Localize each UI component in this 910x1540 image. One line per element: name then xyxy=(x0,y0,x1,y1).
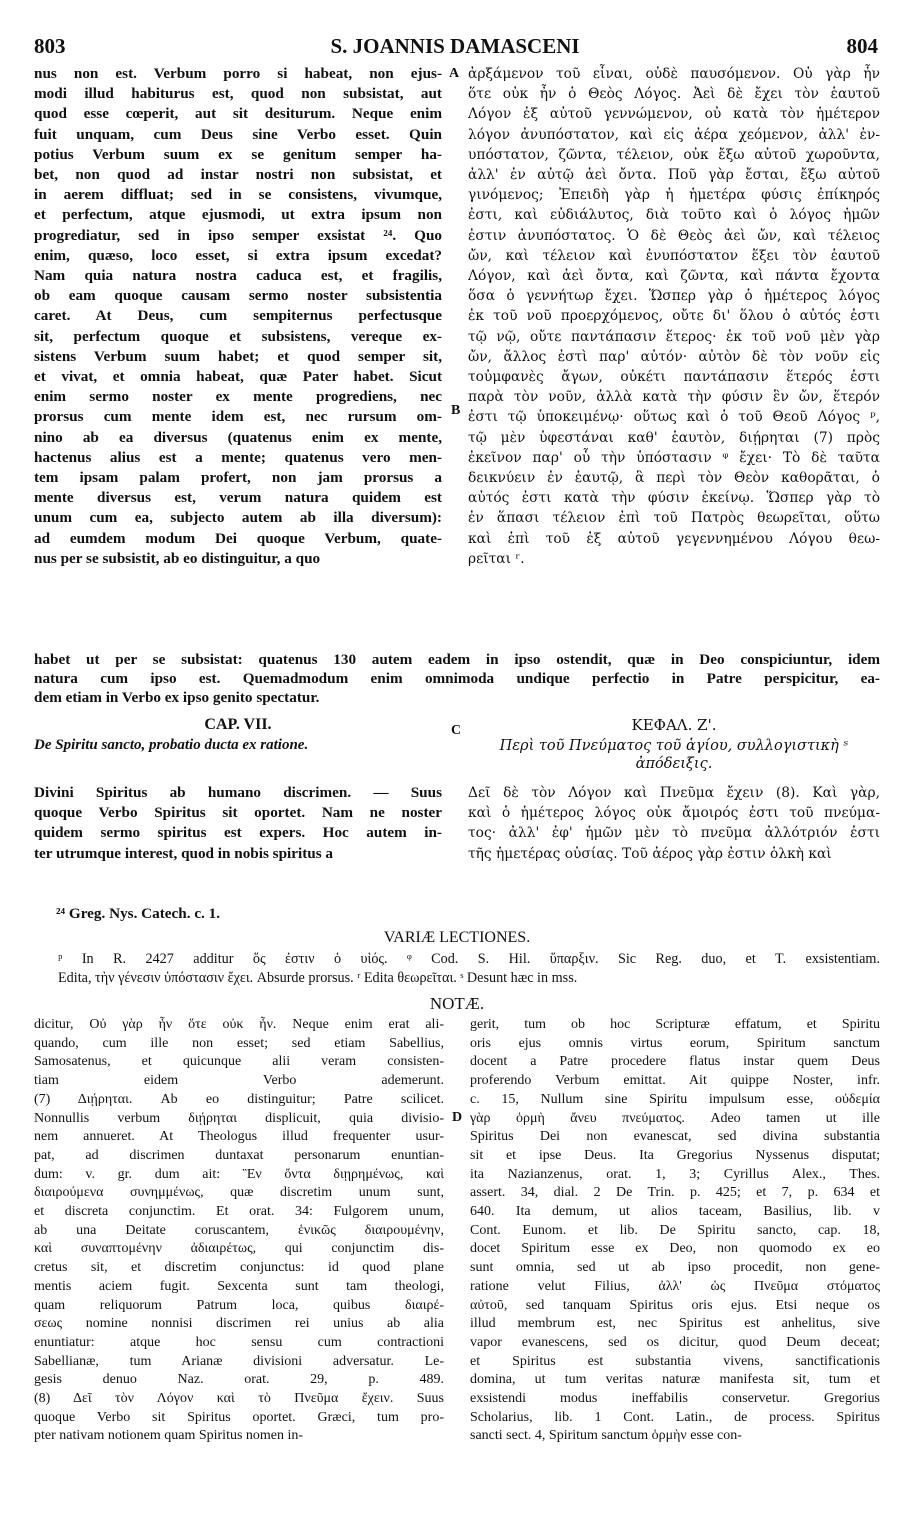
greek-text-line: ἐν ἅπασι τέλειον ἐπὶ τοῦ Πατρὸς θεωρεῖται, οὕτω xyxy=(468,510,880,527)
latin-text-line: tem ipsam palam profert, non jam prorsus a xyxy=(34,469,442,487)
notae-line-right: proferendo Verbum emittat. Ait quippe Noster, infr. xyxy=(470,1073,880,1089)
greek-chapter-line: Δεῖ δὲ τὸν Λόγον καὶ Πνεῦμα ἔχειν (8). Καὶ γὰρ, xyxy=(468,785,880,801)
notae-line-right: assert. 34, dial. 2 De Trin. p. 425; et 7, p. 634 et xyxy=(470,1185,880,1201)
latin-chapter-line: Divini Spiritus ab humano discrimen. — Suus xyxy=(34,784,442,801)
latin-text-line: sistens Verbum suum habet; et quod semper sit, xyxy=(34,347,442,365)
notae-line-right: Scholarius, lib. 1 Cont. Latin., de process. Spiritus xyxy=(470,1409,880,1425)
greek-text-line: καὶ ἐπὶ τοῦ ἐξ αὐτοῦ γεγεννημένου Λόγου θεω- xyxy=(468,530,880,547)
notae-line-left: et discreta conjunctim. Et orat. 34: Fulgorem unum, xyxy=(34,1204,444,1220)
notae-line-right: gerit, tum ob hoc Scripturæ effatum, et Spiritu xyxy=(470,1017,880,1032)
notae-line-left: σεως nomine nonnisi discrimen rei unius ab alia xyxy=(34,1316,444,1332)
notae-line-left: tiam eidem Verbo ademerunt. xyxy=(34,1073,444,1089)
greek-chapter-line: τῆς ἡμετέρας οὐσίας. Τοῦ ἀέρος γὰρ ἐστιν ὁλκὴ καὶ xyxy=(468,845,832,862)
notae-line-left: ab una Deitate coruscantem, ἑνικῶς διαιρουμένην, xyxy=(34,1222,444,1238)
latin-text-line: modi illud habiturus est, quod non subsistat, aut xyxy=(34,85,442,103)
page-number-right: 804 xyxy=(846,34,878,58)
chapter-heading-greek: ΚΕΦΑΛ. Ζ'. xyxy=(631,716,717,734)
latin-column-top xyxy=(34,64,442,569)
greek-text-line: ὤν, καὶ τέλειον καὶ ἐνυπόστατον ἕξει τὸν ἑαυτοῦ xyxy=(468,247,880,264)
full-width-text-line: habet ut per se subsistat: quatenus 130 autem eadem in ipso ostendit, quæ in Deo conspiciuntur, idem xyxy=(34,651,880,668)
margin-letter-d: D xyxy=(452,1110,463,1125)
latin-text-line: ob eam quoque causam sermo noster subsistentia xyxy=(34,287,442,305)
greek-text-line: ἀρξάμενον τοῦ εἶναι, οὐδὲ παυσόμενον. Οὐ γὰρ ἦν xyxy=(468,66,880,82)
greek-text-line: ἐστι τῷ ὑποκειμένῳ· οὕτως καὶ ὁ τοῦ Θεοῦ Λόγος ᵖ, xyxy=(468,409,880,426)
page-number-left: 803 xyxy=(34,34,66,58)
greek-text-line: λόγον ἀνυπόστατον, καὶ εἰς ἀέρα χεόμενον, ἀλλ' ἐν- xyxy=(468,126,880,143)
latin-text-line: unum cum ea, subjecto autem ab illa diversum): xyxy=(34,509,442,527)
margin-letter-a: A xyxy=(449,66,460,81)
latin-text-line: nino ab ea diversus (quatenus enim ex mente, xyxy=(34,428,442,446)
notae-line-right: sunt omnia, sed ut ab ipso procedit, non gene- xyxy=(470,1260,880,1276)
greek-text-line: τοὐμφανὲς ἄγων, οὐκέτι παντάπασιν ἕτερός ἐστι xyxy=(468,369,880,386)
latin-chapter-line: ter utrumque interest, quod in nobis spiritus a xyxy=(34,844,334,862)
greek-column-top xyxy=(468,64,880,569)
latin-text-line: enim sermo noster ex mente progrediens, nec xyxy=(34,388,442,406)
greek-text-line: αὐτός ἐστι κατὰ τὴν φύσιν ἐκείνῳ. Ὥσπερ γὰρ τὸ xyxy=(468,490,880,507)
latin-chapter-line: quoque Verbo Spiritus sit oportet. Nam ne noster xyxy=(34,804,442,822)
chapter-text-greek xyxy=(468,783,880,864)
latin-text-line: fuit unquam, cum Deus sine Verbo esset. Quin xyxy=(34,125,442,143)
notae-line-right: domina, ut tum veritas naturæ manifesta sit, tum et xyxy=(470,1372,880,1388)
notae-line-right: exsistendi modus ineffabilis conservetur. Gregorius xyxy=(470,1391,880,1407)
chapter-title-latin xyxy=(34,737,442,754)
greek-text-line: ἐστιν ἀνυπόστατος. Ὁ δὲ Θεὸς ἀεὶ ὤν, καὶ τέλειος xyxy=(468,227,880,244)
notae-line-left: quam reliquorum Patrum loca, quibus διαιρέ- xyxy=(34,1297,444,1313)
notae-heading: NOTÆ. xyxy=(429,994,485,1013)
notae-column-left xyxy=(34,1016,444,1446)
greek-text-line: ὅτε οὐκ ἦν ὁ Θεὸς Λόγος. Ἀεὶ δὲ ἔχει τὸν ἑαυτοῦ xyxy=(468,86,880,103)
greek-text-line: ἐστι, καὶ εὐδιάλυτος, διὰ τοῦτο καὶ ὁ λόγος ἡμῶν xyxy=(468,207,880,224)
notae-line-right: illud membrum est, nec Spiritus est anhelitus, sive xyxy=(470,1316,880,1332)
notae-line-left: Nonnullis verbum διῄρηται displicuit, quia divisio- xyxy=(34,1110,444,1126)
latin-chapter-line: quidem sermo spiritus est expers. Hoc autem in- xyxy=(34,824,442,842)
greek-text-line: Λόγον ἐξ αὐτοῦ γεννώμενον, οὐ κατὰ τὸν ἡμέτερον xyxy=(468,106,880,123)
footnote: ²⁴ Greg. Nys. Catech. c. 1. xyxy=(56,905,221,922)
greek-text-line: ἀλλ' ἐν αὐτῷ ἀεὶ ὄντα. Ποῦ γὰρ ἔσται, ἔξω αὐτοῦ xyxy=(468,167,880,184)
notae-line-left: mentis aciem fugit. Sexcenta sunt tam theologi, xyxy=(34,1278,444,1294)
notae-line-right: docet Spiritum esse ex Deo, non quomodo ex eo xyxy=(470,1241,880,1257)
greek-text-line: ὤν, ἄλλος ἐστὶ παρ' αὐτόν· αὐτὸν δὲ τὸν νοῦν εἰς xyxy=(468,348,880,365)
notae-line-right: docent a Patre procedere flatus instar quem Deus xyxy=(470,1054,880,1070)
chapter-text-latin xyxy=(34,783,442,864)
greek-text-line: ἐκ τοῦ νοῦ προερχόμενος, οὔτε δι' ὅλου ὁ αὐτός ἐστι xyxy=(468,308,880,325)
notae-line-right: sancti sect. 4, Spiritum sanctum ὁρμὴν esse con- xyxy=(470,1428,742,1444)
latin-text-line: bet, non quod ad instar nostri non subsistat, et xyxy=(34,166,442,184)
notae-line-left: enuntiatur: atque hoc sensu cum contractioni xyxy=(34,1334,444,1350)
greek-text-line: παρὰ τὸν νοῦν, ἀλλὰ κατὰ τὴν φύσιν ἓν ὤν, ἕτερόν xyxy=(468,389,880,406)
latin-text-line: et perfectum, atque ejusmodi, ut extra ipsum non xyxy=(34,206,442,224)
notae-line-right: et Spiritus est substantia vivens, sanctificationis xyxy=(470,1353,880,1369)
notae-line-right: c. 15, Nullum sine Spiritu impulsum esse, οὐδεμία xyxy=(470,1091,880,1107)
notae-line-left: Sabellianæ, tum Arianæ divisioni adversatur. Le- xyxy=(34,1353,444,1369)
latin-text-line: potius Verbum suum ex se genitum semper ha- xyxy=(34,145,442,163)
latin-text-line: quod esse cœperit, aut sit desiturum. Neque enim xyxy=(34,105,442,123)
notae-line-right: Cont. Eunom. et lib. De Spiritu sancto, cap. 18, xyxy=(470,1222,880,1238)
variae-lectiones-line: ᵖ In R. 2427 additur ὅς ἐστιν ὁ υἱός. ᵠ Cod. S. Hil. ὕπαρξιν. Sic Reg. duo, et T. exsistentiam. xyxy=(58,951,880,967)
latin-text-line: et vivat, et omnia habeat, quæ Pater habet. Sicut xyxy=(34,368,442,386)
latin-text-line: progrediatur, sed in ipso semper exsistat ²⁴. Quo xyxy=(34,226,442,244)
latin-text-line: mente diversus est, verum natura quidem est xyxy=(34,489,442,507)
notae-line-right: 640. Ita demum, ut alios taceam, Basilius, lib. v xyxy=(470,1204,880,1220)
chapter-title-latin-text: De Spiritu sancto, probatio ducta ex ratione. xyxy=(34,737,309,753)
chapter-title-greek xyxy=(468,737,880,773)
chapter-heading-latin: CAP. VII. xyxy=(204,716,272,733)
latin-text-line: Nam quia natura nostra caduca est, et fragilis, xyxy=(34,267,442,285)
notae-line-left: nem annueret. At Theologus illud frequenter usur- xyxy=(34,1129,444,1145)
greek-text-line: τῷ νῷ, οὔτε παντάπασιν ἕτερος· ἐκ τοῦ νοῦ μὲν γὰρ xyxy=(468,328,880,345)
notae-line-left: διαιρούμενα συνημμένως, quæ discretim unum sunt, xyxy=(34,1185,444,1201)
notae-line-left: Samosatenus, et quicunque alii veram consisten- xyxy=(34,1054,444,1070)
notae-column-right xyxy=(470,1016,880,1446)
notae-line-right: γὰρ ὁρμὴ ἄνευ πνεύματος. Adeo tamen ut ille xyxy=(470,1110,880,1126)
latin-text-line: nus per se subsistit, ab eo distinguitur, a quo xyxy=(34,549,321,567)
latin-text-line: prorsus cum mente idem est, nec rursum om- xyxy=(34,408,442,426)
notae-line-left: gesis denuo Naz. orat. 29, p. 489. xyxy=(34,1372,444,1388)
notae-line-right: αὐτοῦ, sed tanquam Spiritus oris ejus. Etsi neque os xyxy=(470,1297,880,1313)
notae-line-left: καὶ συναπτομένην ἀδιαιρέτως, qui conjunctim dis- xyxy=(34,1241,444,1257)
greek-chapter-line: τος· ἀλλ' ἐφ' ἡμῶν μὲν τὸ πνεῦμα ἀλλότριόν ἐστι xyxy=(468,825,880,842)
running-title: S. JOANNIS DAMASCENI xyxy=(330,34,580,58)
notae-line-right: vapor evanescens, sed os dicitur, quod Deum deceat; xyxy=(470,1334,880,1350)
latin-text-line: caret. At Deus, cum sempiternus perfectusque xyxy=(34,307,442,325)
greek-chapter-line: καὶ ὁ ἡμέτερος λόγος οὐκ ἄμοιρός ἐστι τοῦ πνεύμα- xyxy=(468,805,880,822)
notae-line-right: sit et ipse Deus. Ita Gregorius Nyssenus disputat; xyxy=(470,1147,880,1163)
notae-line-left: quando, cum ille non esset; sed etiam Sabellius, xyxy=(34,1035,444,1051)
notae-line-right: ita Nazianzenus, orat. 1, 3; Cyrillus Alex., Thes. xyxy=(470,1166,880,1182)
latin-text-line: enim, quæso, loco esset, si extra ipsum excedat? xyxy=(34,246,442,264)
greek-text-line: ὅσα ὁ γεννήτωρ ἔχει. Ὥσπερ γὰρ ὁ ἡμέτερος λόγος xyxy=(468,288,880,305)
greek-text-line: Λόγον, καὶ ἀεὶ ὄντα, καὶ ζῶντα, καὶ πάντα ἔχοντα xyxy=(468,268,880,285)
variae-lectiones-text xyxy=(58,950,880,987)
greek-text-line: δεικνύειν ἐν ἑαυτῷ, ἃ περὶ τὸν Θεὸν καθορᾶται, ὁ xyxy=(468,470,880,487)
notae-line-right: oris ejus omnis virtus eorum, Spiritum sanctum xyxy=(470,1035,880,1051)
notae-line-left: cretus sit, et discretim conjunctus: id quod plane xyxy=(34,1260,444,1276)
notae-line-left: (7) Διῄρηται. Ab eo distinguitur; Patre scilicet. xyxy=(34,1091,444,1107)
greek-text-line: ρεῖται ʳ. xyxy=(468,550,525,567)
greek-text-line: ἐκεῖνον παρ' οὗ τὴν ὑπόστασιν ᵠ ἔχει· Τὸ δὲ ταῦτα xyxy=(468,449,880,466)
chapter-title-greek-text: Περὶ τοῦ Πνεύματος τοῦ ἁγίου, συλλογιστικὴ ˢ ἀπόδειξις. xyxy=(499,738,849,772)
full-width-text-line: dem etiam in Verbo ex ipso genito spectatur. xyxy=(34,689,320,706)
notae-line-left: quoque Verbo sit Spiritus oportet. Græci, tum pro- xyxy=(34,1409,444,1425)
notae-line-left: pter nativam notionem quam Spiritus nomen in- xyxy=(34,1428,304,1444)
margin-letter-b: B xyxy=(451,403,461,418)
greek-text-line: γινόμενος; Ἐπειδὴ γὰρ ἡ ἡμετέρα φύσις ἐπίκηρός xyxy=(468,187,880,204)
latin-text-line: hactenus alius est a mente; quatenus vero men- xyxy=(34,448,442,466)
latin-text-line: nus non est. Verbum porro si habeat, non ejus- xyxy=(34,65,442,82)
notae-line-left: (8) Δεῖ τὸν Λόγον καὶ τὸ Πνεῦμα ἔχειν. Suus xyxy=(34,1391,444,1407)
greek-text-line: υπόστατον, ζῶντα, τέλειον, οὐκ ἔξω αὐτοῦ χωροῦντα, xyxy=(468,146,880,163)
notae-line-right: ratione velut Filius, ἀλλ' ὡς Πνεῦμα στόματος xyxy=(470,1278,880,1294)
variae-lectiones-line: Edita, τὴν γένεσιν ὑπόστασιν ἔχει. Absurde prorsus. ʳ Edita θεωρεῖται. ˢ Desunt hæc in mss. xyxy=(58,969,578,986)
full-width-latin-text xyxy=(34,650,880,707)
notae-line-left: dicitur, Οὐ γὰρ ἦν ὅτε οὐκ ἦν. Neque enim erat ali- xyxy=(34,1017,444,1032)
margin-letter-c: C xyxy=(451,723,462,738)
latin-text-line: in aerem diffluat; sed in se consistens, vivumque, xyxy=(34,186,442,204)
latin-text-line: sit, perfectum quoque et subsistens, vereque ex- xyxy=(34,327,442,345)
notae-line-left: pat, ad discrimen duntaxat personarum enuntian- xyxy=(34,1147,444,1163)
notae-line-left: dum: v. gr. dum ait: Ἓν ὄντα διῃρημένως, καὶ xyxy=(34,1166,444,1182)
latin-text-line: ad eumdem modum Dei quoque Verbum, quate- xyxy=(34,529,442,547)
notae-line-right: Spiritus Dei non evanescat, sed divina substantia xyxy=(470,1129,880,1145)
greek-text-line: τῷ μὲν ὑφεστάναι καθ' ἑαυτὸν, διῄρηται (7) πρὸς xyxy=(468,429,880,446)
variae-lectiones-heading: VARIÆ LECTIONES. xyxy=(383,929,531,946)
full-width-text-line: natura cum ipso est. Quemadmodum enim omnimoda undique perfectio in Patre perspicitur, ea- xyxy=(34,670,880,687)
